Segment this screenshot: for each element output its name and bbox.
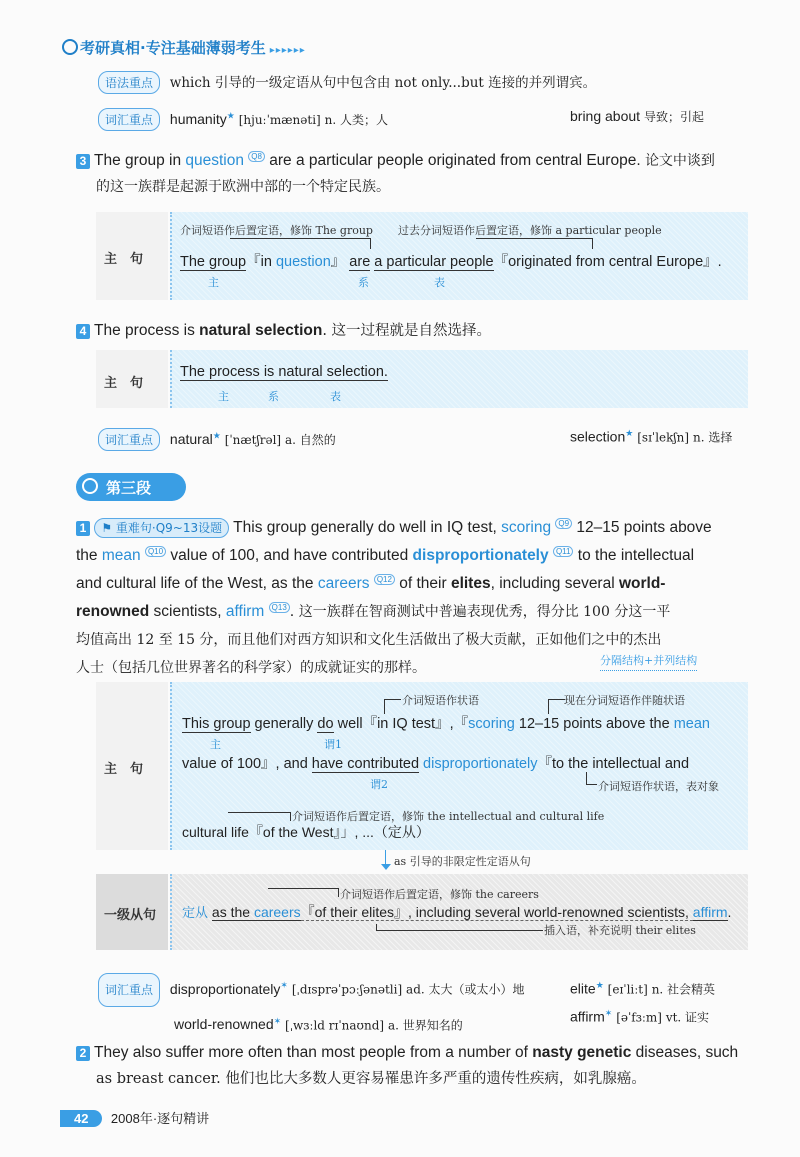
keyword-question: question — [275, 254, 331, 270]
analysis-sentence — [180, 250, 722, 271]
vocab-def: 导致；引起 — [643, 110, 704, 124]
annotation-note: 插入语，补充说明 their elites — [544, 924, 696, 937]
sentence-translation: . 这一族群在智商测试中普遍表现优秀，得分比 100 分这一平 — [289, 604, 671, 620]
vocab-phonetic: [eɪˈliːt] — [607, 982, 648, 997]
sentence-translation: 的这一族群是起源于欧洲中部的一个特定民族。 — [96, 179, 390, 195]
analysis-label: 一级从句 — [104, 908, 157, 923]
sentence-3 — [76, 148, 756, 200]
vocab-phonetic: [sɪˈlekʃn] — [637, 430, 690, 445]
analysis-box-p3 — [170, 682, 748, 850]
sentence-translation: 人士（包括几位世界著名的科学家）的成就证实的那样。 — [76, 660, 426, 676]
text: diseases, such — [631, 1044, 739, 1061]
text: scientists, — [149, 603, 226, 620]
keyword-scoring: scoring — [468, 716, 515, 732]
sentence-number: 4 — [76, 324, 90, 339]
sentence-translation: 均值高出 12 至 15 分，而且他们对西方知识和文化生活做出了极大贡献，正如他们之中的杰出 — [76, 632, 662, 648]
page-number: 42 — [60, 1110, 102, 1127]
analysis-label: 主 句 — [104, 376, 144, 391]
text: and cultural life of the West, as the — [76, 575, 318, 592]
text: well『in IQ test』,『 — [333, 716, 469, 732]
text: to the intellectual — [573, 547, 695, 564]
analysis-box-clause — [170, 874, 748, 950]
vocab-tag: 词汇重点 — [98, 428, 160, 451]
badge-label: 重难句·Q9~13设题 — [115, 521, 223, 535]
annotation-bracket — [376, 924, 543, 931]
vocab-def: n. 人类；人 — [324, 113, 388, 127]
text: 『of their elites』, including several world-renowned scientists, — [300, 904, 693, 920]
vocab-word: natural — [169, 431, 213, 447]
vocab-row-1 — [98, 108, 738, 131]
analysis-box-s3 — [170, 212, 748, 300]
star-icon: ★ — [625, 428, 634, 438]
keyword-careers[interactable]: careers — [317, 575, 370, 592]
text: 』 — [330, 254, 346, 270]
sentence-keyword: nasty genetic — [532, 1044, 632, 1061]
sentence-text: are a particular people originated from central Europe. — [264, 152, 641, 169]
keyword-affirm[interactable]: affirm — [225, 603, 265, 620]
vocab-def: n. 社会精英 — [651, 982, 716, 997]
linking-verb: are — [349, 254, 371, 270]
subject: The group — [180, 254, 247, 270]
vocab-def: a. 自然的 — [285, 433, 336, 447]
sentence-translation: 论文中谈到 — [644, 153, 715, 169]
analysis-sentence — [182, 712, 710, 733]
vocab-row-3 — [98, 971, 738, 1039]
predicate-1: do — [317, 716, 334, 732]
star-icon: ★ — [226, 110, 235, 121]
analysis-label-cell — [96, 350, 168, 408]
arrow-note: as 引导的非限定性定语从句 — [394, 855, 531, 868]
text: . — [727, 904, 732, 920]
section-header — [76, 473, 186, 501]
sentence-text: . 这一过程就是自然选择。 — [322, 323, 492, 339]
key-sentence-badge — [94, 518, 229, 538]
annotation-note: 介词短语作后置定语，修饰 the careers — [340, 888, 539, 901]
predicate-2: have contributed — [311, 756, 420, 772]
annotation-bracket — [228, 812, 291, 821]
sentence-4 — [76, 319, 491, 340]
role-label: 主 — [210, 738, 221, 751]
analysis-sentence — [180, 364, 388, 380]
page-header — [62, 37, 306, 58]
text: 12–15 points above — [572, 519, 712, 536]
star-icon: ★ — [595, 980, 604, 990]
star-icon: ✶ — [273, 1015, 282, 1026]
sentence-keyword: renowned — [76, 603, 150, 620]
keyword-affirm: affirm — [692, 904, 728, 920]
section-title: 第三段 — [106, 479, 152, 497]
role-label: 谓2 — [370, 778, 388, 791]
text: 12–15 points above the — [514, 716, 674, 732]
annotation-note: 现在分词短语作伴随状语 — [564, 694, 685, 707]
question-badge[interactable]: Q9 — [555, 518, 572, 529]
vocab-tag: 词汇重点 — [98, 973, 160, 1007]
text: 『originated from central Europe』. — [493, 254, 722, 270]
vocab-item — [570, 999, 709, 1032]
vocab-phonetic: [əˈfɜːm] — [616, 1010, 662, 1025]
star-icon: ★ — [212, 430, 221, 441]
annotation-bracket — [268, 888, 339, 897]
vocab-tag: 词汇重点 — [98, 108, 160, 131]
question-badge[interactable]: Q11 — [553, 546, 574, 557]
analysis-label-cell — [96, 682, 168, 850]
analysis-label-cell — [96, 212, 168, 300]
text: the — [76, 547, 102, 564]
annotation-note: 过去分词短语作后置定语，修饰 a particular people — [398, 224, 662, 237]
keyword-careers: careers — [253, 904, 301, 920]
text: , including several — [490, 575, 619, 592]
star-icon: ✶ — [604, 1008, 613, 1018]
annotation-note: 介词短语作后置定语，修饰 the intellectual and cultural life — [292, 810, 605, 823]
role-label: 系 — [268, 390, 279, 403]
question-badge[interactable]: Q13 — [269, 602, 290, 613]
analysis-label-cell — [96, 874, 168, 950]
role-label: 系 — [358, 276, 369, 289]
vocab-phonetic: [ˌwɜːld rɪˈnaʊnd] — [285, 1018, 385, 1033]
annotation-note: 介词短语作状语，表对象 — [598, 780, 719, 793]
vocab-word: bring about — [570, 108, 641, 124]
sentence-keyword: elites — [450, 575, 491, 592]
sentence-number: 3 — [76, 154, 90, 169]
text: of their — [394, 575, 451, 592]
keyword-scoring[interactable]: scoring — [501, 519, 552, 536]
p3-sentence-2 — [76, 1040, 756, 1092]
search-icon — [82, 478, 98, 494]
header-title: 考研真相·专注基础薄弱考生 — [80, 39, 266, 57]
text: value of 100, and have contributed — [166, 547, 413, 564]
text: 『to the intellectual and — [537, 756, 690, 772]
clause-tag: 定从 — [182, 906, 209, 921]
subject: This group — [182, 716, 251, 732]
vocab-def: a. 世界知名的 — [387, 1018, 463, 1033]
text: They also suffer more often than most people from a number of — [94, 1044, 533, 1061]
sentence-keyword: natural selection — [199, 322, 323, 339]
vocab-word: selection — [570, 428, 626, 445]
predicative: a particular people — [374, 254, 494, 270]
analysis-box-s4 — [170, 350, 748, 408]
analysis-sentence: cultural life『of the West』」, ...（定从） — [182, 824, 430, 840]
analysis-sentence — [182, 752, 689, 773]
sentence-number: 2 — [76, 1046, 90, 1061]
sentence-translation: as breast cancer. 他们也比大多数人更容易罹患许多严重的遗传性疾病，如乳腺癌。 — [96, 1071, 646, 1087]
role-label: 主 — [218, 390, 229, 403]
question-badge[interactable]: Q12 — [374, 574, 395, 585]
annotation-note: 介词短语作后置定语，修饰 The group — [180, 224, 373, 237]
role-label: 表 — [434, 276, 445, 289]
arrow-head — [381, 864, 391, 870]
vocab-phonetic: [ˌdɪsprəˈpɔːʃənətli] — [291, 982, 403, 997]
question-badge[interactable]: Q10 — [145, 546, 166, 557]
annotation-bracket — [476, 238, 593, 249]
keyword-question[interactable]: question — [185, 152, 244, 169]
footer-text: 2008年·逐句精讲 — [110, 1111, 210, 1126]
text: value of 100』, and — [182, 756, 312, 772]
keyword-mean: mean — [673, 716, 710, 732]
analysis-sentence — [182, 902, 731, 922]
sentence-number: 1 — [76, 521, 90, 536]
vocab-word: elite — [570, 980, 596, 997]
grammar-note-row — [98, 71, 596, 94]
role-label: 主 — [208, 276, 219, 289]
role-label: 表 — [330, 390, 341, 403]
vocab-word: world-renowned — [174, 1016, 274, 1033]
role-label: 谓1 — [324, 738, 342, 751]
keyword-disproportionately: disproportionately — [423, 756, 538, 772]
vocab-item-2 — [570, 428, 732, 446]
text: as the — [211, 904, 254, 920]
sentence-text: The group in — [94, 152, 186, 169]
annotation-arrow — [586, 772, 597, 785]
vocab-def: ad. 太大（或太小）地 — [406, 982, 525, 997]
search-icon — [62, 39, 78, 55]
vocab-word: affirm — [570, 1008, 605, 1025]
vocab-phonetic: [hjuːˈmænəti] — [238, 113, 321, 127]
vocab-phonetic: [ˈnætʃrəl] — [224, 433, 282, 447]
analysis-label: 主 句 — [104, 762, 144, 777]
question-badge[interactable]: Q8 — [248, 151, 265, 162]
grammar-note: which 引导的一级定语从句中包含由 not only...but 连接的并列谓宾。 — [169, 75, 597, 91]
sentence-text: The process is — [94, 322, 200, 339]
text: generally — [250, 716, 318, 732]
sentence-keyword: world- — [618, 575, 666, 592]
vocab-word: humanity — [169, 111, 227, 127]
vocab-word: disproportionately — [169, 980, 281, 997]
analysis-label: 主 句 — [104, 252, 144, 267]
keyword-mean[interactable]: mean — [101, 547, 141, 564]
annotation-bracket — [230, 238, 371, 249]
vocab-def: vt. 证实 — [665, 1010, 710, 1025]
page-footer — [60, 1108, 209, 1128]
grammar-tag: 语法重点 — [98, 71, 160, 94]
keyword-disproportionately[interactable]: disproportionately — [412, 547, 549, 564]
vocab-def: n. 选择 — [692, 430, 733, 445]
text: This group generally do well in IQ test, — [233, 519, 502, 536]
vocab-item-2 — [570, 108, 704, 125]
annotation-note: 介词短语作状语 — [402, 694, 479, 707]
vocab-row-2 — [98, 428, 738, 451]
header-arrows: ▸▸▸▸▸▸ — [269, 45, 306, 56]
star-icon: ✶ — [280, 980, 288, 990]
text: The process is natural selection. — [180, 364, 388, 380]
flag-icon: ⚑ — [101, 521, 113, 535]
structure-tag: 分隔结构+并列结构 — [600, 652, 697, 671]
text: 『in — [246, 254, 276, 270]
